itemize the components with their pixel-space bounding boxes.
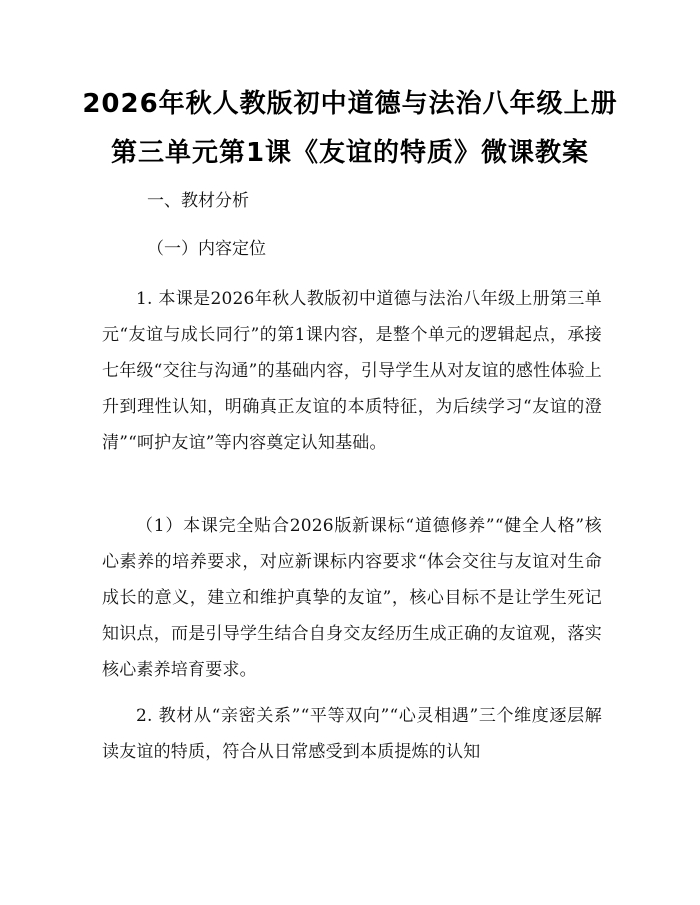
- paragraph-1: 1. 本课是2026年秋人教版初中道德与法治八年级上册第三单元“友谊与成长同行”的第1课内容，是整个单元的逻辑起点，承接七年级“交往与沟通”的基础内容，引导学生从对友谊的感性体验上升到理性认知，明确真正友谊的本质特征，为后续学习“友谊的澄清”“呵护友谊”等内容奠定认知基础。: [102, 289, 602, 453]
- section-heading: 一、教材分析: [147, 191, 249, 211]
- subsection-heading: （一）内容定位: [147, 239, 266, 259]
- paragraph-3: 2. 教材从“亲密关系”“平等双向”“心灵相遇”三个维度逐层解读友谊的特质，符合从日常感受到本质提炼的认知: [102, 706, 602, 762]
- document-title-line-2: 第三单元第1课《友谊的特质》微课教案: [110, 138, 590, 168]
- paragraph-2: （1）本课完全贴合2026版新课标“道德修养”“健全人格”核心素养的培养要求，对应新课标内容要求“体会交往与友谊对生命成长的意义，建立和维护真挚的友谊”，核心目标不是让学生死记知识点，而是引导学生结合自身交友经历生成正确的友谊观，落实核心素养培育要求。: [102, 516, 602, 680]
- document-title-line-1: 2026年秋人教版初中道德与法治八年级上册: [82, 89, 618, 119]
